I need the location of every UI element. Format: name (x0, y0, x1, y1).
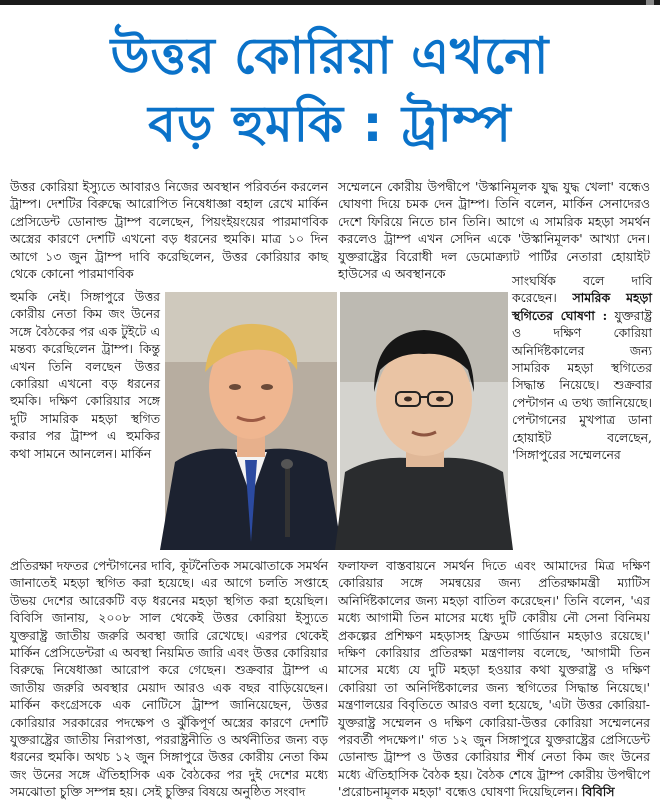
article-right-wrap-post: যুক্তরাষ্ট্র ও দক্ষিণ কোরিয়া অনির্দিষ্টকালের জন্য সামরিক মহড়া স্থগিতের সিদ্ধান্ত নিয়েছে। শুক্রবার পেন্টাগন এ তথ্য জানিয়েছে। পেন্টাগনের মুখপাত্র ডানা হোয়াইট বলেছেন, 'সিঙ্গাপুরের সম্মেলনের (512, 307, 652, 463)
top-border-mark (646, 0, 654, 5)
article-right-bottom (338, 557, 650, 800)
photo-kim-jong-un (340, 292, 508, 550)
article-right-top: সম্মেলনে কোরীয় উপদ্বীপে 'উস্কানিমূলক যুদ্ধ যুদ্ধ খেলা' বন্ধেও ঘোষণা দিয়ে চমক দেন ট্রাম্প। তিনি বলেন, মার্কিন সেনাদেরও দেশে ফিরিয়ে নিতে চান তিনি। আগে এ সামরিক মহড়া সমর্থন করলেও ট্রাম্প এখন সেদিন একে 'উস্কানিমূলক' আখ্যা দেন। যুক্তরাষ্ট্রের বিরোধী দল ডেমোক্র্যাট পার্টির নেতারা হোয়াইট হাউসের এ অবস্থানকে (338, 179, 650, 282)
headline-line-1: উত্তর কোরিয়া এখনো (110, 27, 550, 85)
top-border (0, 0, 660, 5)
headline (0, 22, 660, 158)
photo-donald-trump (165, 292, 337, 550)
article-right-wrap-pre: সাংঘর্ষিক বলে দাবি করেছেন। (512, 273, 652, 306)
article-left-wrap: হুমকি নেই। সিঙ্গাপুরে উত্তর কোরীয় নেতা কিম জং উনের সঙ্গে বৈঠকের পর এক টুইটে এ মন্তব্য করেছিলেন ট্রাম্প। কিন্তু এখন তিনি বলছেন উত্তর কোরিয়া এখনো বড় ধরনের হুমকি। দক্ষিণ কোরিয়ার সঙ্গে দুটি সামরিক মহড়া স্থগিত করার পর ট্রাম্প এ হুমকির কথা সামনে আনলেন। মার্কিন (10, 289, 160, 461)
headline-line-2: বড় হুমকি : ট্রাম্প (148, 95, 512, 153)
article-right-wrap (512, 272, 652, 542)
article-left-top: উত্তর কোরিয়া ইস্যুতে আবারও নিজের অবস্থান পরিবর্তন করলেন ট্রাম্প। দেশটির বিরুদ্ধে আরোপিত নিষেধাজ্ঞা বহাল রেখে মার্কিন প্রেসিডেন্ট ডোনাল্ড ট্রাম্প বলেছেন, পিয়ংইয়ংয়ের পারমাণবিক অস্ত্রের কারণে দেশটি এখনো বড় ধরনের হুমকি। মাত্র ১০ দিন আগে ১৩ জুন ট্রাম্প দাবি করেছিলেন, উত্তর কোরিয়ার কাছ থেকে কোনো পারমাণবিক (10, 179, 328, 282)
article-left-bottom: প্রতিরক্ষা দফতর পেন্টাগনের দাবি, কূটনৈতিক সমঝোতাকে সমর্থন জানাতেই মহড়া স্থগিত করা হয়েছে। এর আগে চলতি সপ্তাহে উভয় দেশের আরেকটি বড় ধরনের মহড়া স্থগিত করা হয়েছিল। বিবিসি জানায়, ২০০৮ সাল থেকেই উত্তর কোরিয়া ইস্যুতে যুক্তরাষ্ট্র জাতীয় জরুরি অবস্থা জারি রেখেছে। এরপর থেকেই মার্কিন প্রেসিডেন্টরা এ অবস্থা নিয়মিত জারি এবং উত্তর কোরিয়ার বিরুদ্ধে নিষেধাজ্ঞা আরোপ করে গেছেন। শুক্রবার ট্রাম্প এ জাতীয় জরুরি অবস্থার মেয়াদ আরও এক বছর বাড়িয়েছেন। মার্কিন কংগ্রেসকে এক নোটিসে ট্রাম্প জানিয়েছেন, উত্তর কোরিয়ার সরকারের পদক্ষেপ ও ঝুঁকিপূর্ণ অস্ত্রের কারণে দেশটি যুক্তরাষ্ট্রের জাতীয় নিরাপত্তা, পররাষ্ট্রনীতি ও অর্থনীতির জন্য বড় ধরনের হুমকি। অথচ ১২ জুন সিঙ্গাপুরে উত্তর কোরীয় নেতা কিম জং উনের সঙ্গে ঐতিহাসিক এক বৈঠকের পর দুই দেশের মধ্যে সমঝোতা চুক্তি সম্পন্ন হয়। সেই চুক্তির বিষয়ে অনুষ্ঠিত সংবাদ (10, 558, 328, 800)
subheading-drill-suspension: সামরিক মহড়া স্থগিতের ঘোষণা : (512, 290, 652, 323)
article-right-bottom-text: ফলাফল বাস্তবায়নে সমর্থন দিতে এবং আমাদের মিত্র দক্ষিণ কোরিয়ার সঙ্গে সমন্বয়ের জন্য প্রতিরক্ষামন্ত্রী ম্যাটিস অনির্দিষ্টকালের জন্য মহড়া বাতিল করেছেন।' তিনি বলেন, 'এর মধ্যে আগামী তিন মাসের মধ্যে দুটি কোরীয় নৌ সেনা বিনিময় প্রকল্পের প্রশিক্ষণ মহড়াসহ ফ্রিডম গার্ডিয়ান মহড়াও রয়েছে।' দক্ষিণ কোরিয়ার প্রতিরক্ষা মন্ত্রণালয় বলেছে, 'আগামী তিন মাসের মধ্যে যে দুটি মহড়া হওয়ার কথা যুক্তরাষ্ট্র ও দক্ষিণ কোরিয়া তা অনির্দিষ্টকালের জন্য স্থগিতের সিদ্ধান্ত নিয়েছে।' মন্ত্রণালয়ের বিবৃতিতে আরও বলা হয়েছে, 'এটা উত্তর কোরিয়া-যুক্তরাষ্ট্র সম্মেলন ও দক্ষিণ কোরিয়া-উত্তর কোরিয়া সম্মেলনের পরবর্তী পদক্ষেপ।' গত ১২ জুন সিঙ্গাপুরে যুক্তরাষ্ট্রের প্রেসিডেন্ট ডোনাল্ড ট্রাম্প ও উত্তর কোরিয়ার শীর্ষ নেতা কিম জং উনের মধ্যে ঐতিহাসিক বৈঠক হয়। বৈঠক শেষে ট্রাম্প কোরীয় উপদ্বীপে 'প্ররোচনামূলক মহড়া' বন্ধেও ঘোষণা দিয়েছিলেন। (338, 558, 650, 800)
source-credit: বিবিসি (581, 784, 615, 800)
